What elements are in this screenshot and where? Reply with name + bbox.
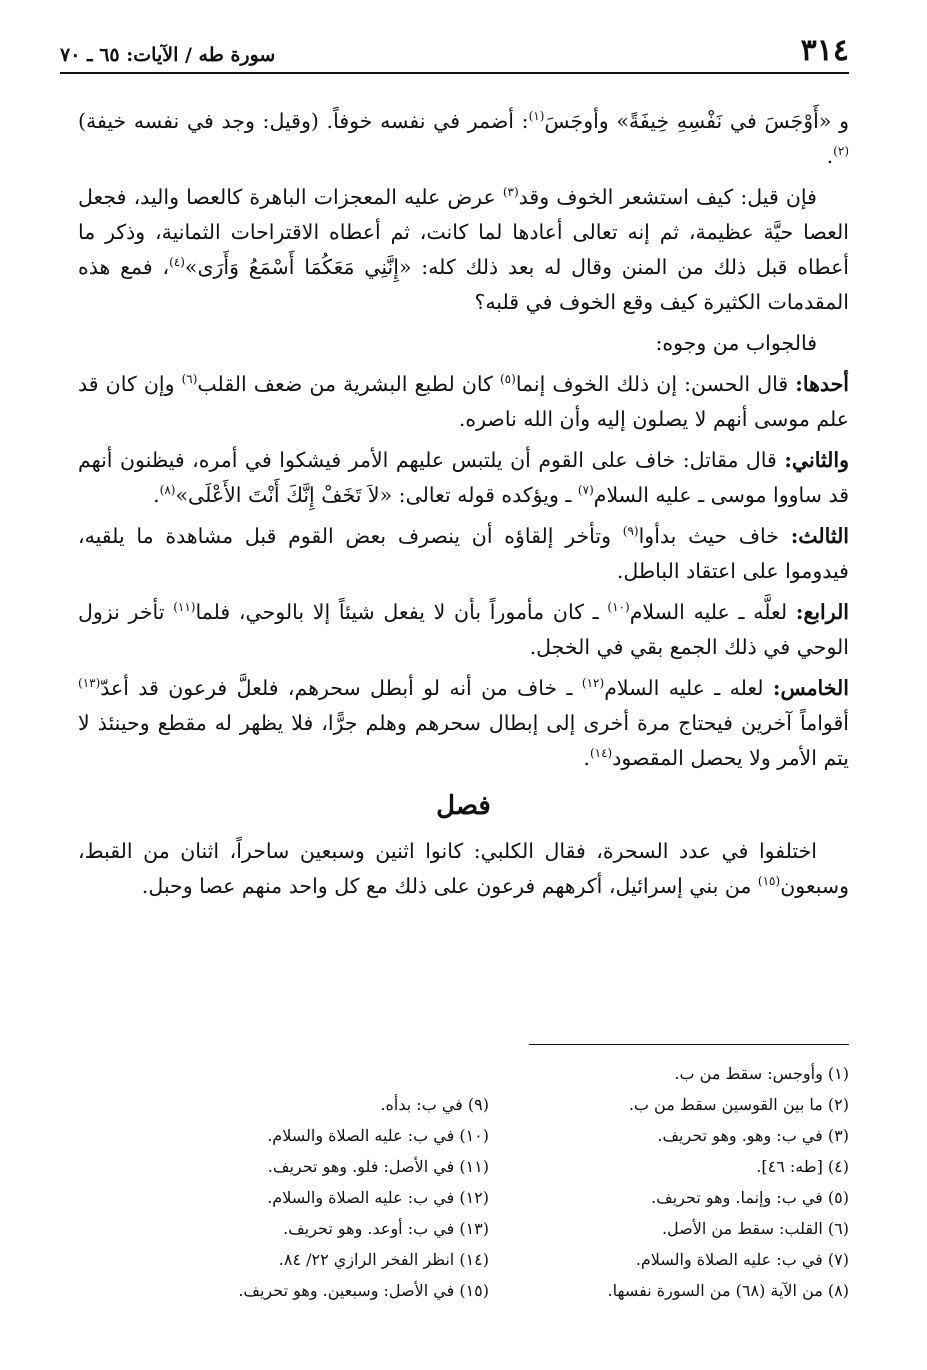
text: ـ ويؤكده قوله تعالى: «لاَ تَخَفْ إِنَّكَ أَنْتَ الأَعْلَى» [175,483,578,507]
footnote: (٥) في ب: وإنما. وهو تحريف. [651,1188,849,1207]
point-label: والثاني: [784,448,849,472]
footnote-ref: (٣) [502,185,519,200]
text: من بني إسرائيل، أكرههم فرعون على ذلك مع كل واحد منهم عصا وحبل. [141,874,758,898]
text: وإن كان قد علم موسى أنهم لا يصلون إليه وأن الله ناصره. [78,372,849,431]
paragraph-8 [78,671,849,776]
footnote-ref: (٧) [577,483,594,498]
footnote-divider [529,1044,849,1045]
text: كان لطبع البشرية من ضعف القلب [197,372,500,396]
paragraph-9 [78,834,849,904]
footnote-ref: (١٤) [589,746,613,761]
paragraph-4 [78,367,849,437]
text: لعله ـ عليه السلام [604,676,773,700]
text: تأخر نزول الوحي في ذلك الجمع بقي في الخجل. [78,600,849,659]
footnote-ref: (٤) [169,255,185,270]
footnote-ref: (١٣) [78,676,101,691]
footnote: (١٣) في ب: أوعد. وهو تحريف. [283,1219,489,1238]
page-number: ٣١٤ [800,33,849,68]
point-label: الخامس: [772,676,849,700]
text: اختلفوا في عدد السحرة، فقال الكلبي: كانوا اثنين وسبعين ساحراً، اثنان من القبط، وسبعون [78,839,849,898]
footnote-ref: (١٢) [581,676,605,691]
footnote-ref: (٦) [181,372,198,387]
text: : أضمر في نفسه خوفاً. (وقيل: وجد في نفسه خيفة) [78,109,529,133]
text: . [153,483,160,507]
paragraph-5 [78,443,849,513]
footnote-ref: (٩) [622,524,639,539]
paragraph-3 [78,326,849,361]
text: فإن قيل: كيف استشعر الخوف وقد [518,185,817,209]
text: خاف حيث بدأوا [638,524,791,548]
footnote-ref: (٨) [159,483,176,498]
footnote-ref: (١٥) [757,874,781,889]
point-label: أحدها: [795,372,850,396]
footnote-ref: (١٠) [607,600,630,615]
footnote-ref: (٥) [499,372,516,387]
page-header [60,26,849,74]
footnote: (٤) [طه: ٤٦]. [756,1157,849,1176]
text: ، فمع هذه المقدمات الكثيرة كيف وقع الخوف في قلبه؟ [78,255,849,314]
footnote: (١٢) في ب: عليه الصلاة والسلام. [267,1188,489,1207]
footnote: (٣) في ب: وهو. وهو تحريف. [657,1126,849,1145]
text: و «أَوْجَسَ في نَفْسِهِ خِيفَةً» وأوجَسَ [544,109,849,133]
body-text [78,104,849,910]
footnote: (١) وأوجس: سقط من ب. [674,1064,849,1083]
text: وتأخر إلقاؤه أن ينصرف بعض القوم قبل مشاهدة ما يلقيه، فيدوموا على اعتقاد الباطل. [78,524,849,583]
footnote: (٨) من الآية (٦٨) من السورة نفسها. [607,1281,849,1300]
footnote: (٧) في ب: عليه الصلاة والسلام. [635,1250,849,1269]
point-label: الثالث: [790,524,850,548]
footnote-ref: (١١) [173,600,196,615]
paragraph-1 [78,104,849,174]
text: ـ خاف من أنه لو أبطل سحرهم، فلعلَّ فرعون قد أعدّ [100,676,582,700]
section-heading: فصل [436,791,491,821]
text: . [826,144,834,168]
text: ـ كان مأموراً بأن لا يفعل شيئاً إلا بالوحي، فلما [195,600,608,624]
footnote-ref: (١) [528,109,545,124]
point-label: الرابع: [795,600,850,624]
text: قال الحسن: إن ذلك الخوف إنما [515,372,796,396]
footnote: (٩) في ب: بدأه. [380,1095,489,1114]
footnote-ref: (٢) [833,144,849,159]
paragraph-6 [78,519,849,589]
running-title: سورة طه / الآيات: ٦٥ ـ ٧٠ [60,44,276,66]
paragraph-2 [78,180,849,320]
footnotes [110,1058,849,1306]
text: أقواماً آخرين فيحتاج مرة أخرى إلى إبطال سحرهم وهلم جرًّا، فلا يظهر له مقطع وحينئذ لا يتم الأمر ولا يحصل المقصود [78,711,849,770]
footnote: (١٤) انظر الفخر الرازي ٢٢/ ٨٤. [278,1250,489,1269]
footnote: (٢) ما بين القوسين سقط من ب. [628,1095,849,1114]
footnote: (١٥) في الأصل: وسبعين. وهو تحريف. [238,1281,489,1300]
footnote: (١٠) في ب: عليه الصلاة والسلام. [267,1126,489,1145]
text: . [583,746,590,770]
footnote: (١١) في الأصل: فلو. وهو تحريف. [267,1157,489,1176]
footnotes-column-right [549,1058,849,1306]
paragraph-7 [78,595,849,665]
footnotes-column-left [189,1089,489,1306]
text: لعلَّه ـ عليه السلام [629,600,796,624]
text: فالجواب من وجوه: [655,331,817,355]
footnote: (٦) القلب: سقط من الأصل. [661,1219,849,1238]
text: عرض عليه المعجزات الباهرة كالعصا واليد، فجعل العصا حيَّة عظيمة، ثم إنه تعالى أعادها لما كانت، ثم أعطاه الاقتراحات الثمانية، وذكر ما أعطاه قبل ذلك من المنن وقال له بعد ذلك كله: «إِنَّنِي مَعَكُمَا أَسْمَعُ وَأَرَى» [78,185,849,279]
text: قال مقاتل: خاف على القوم أن يلتبس عليهم الأمر فيشكوا في أمره، فيظنون أنهم قد ساووا موسى ـ عليه السلام [78,448,849,507]
